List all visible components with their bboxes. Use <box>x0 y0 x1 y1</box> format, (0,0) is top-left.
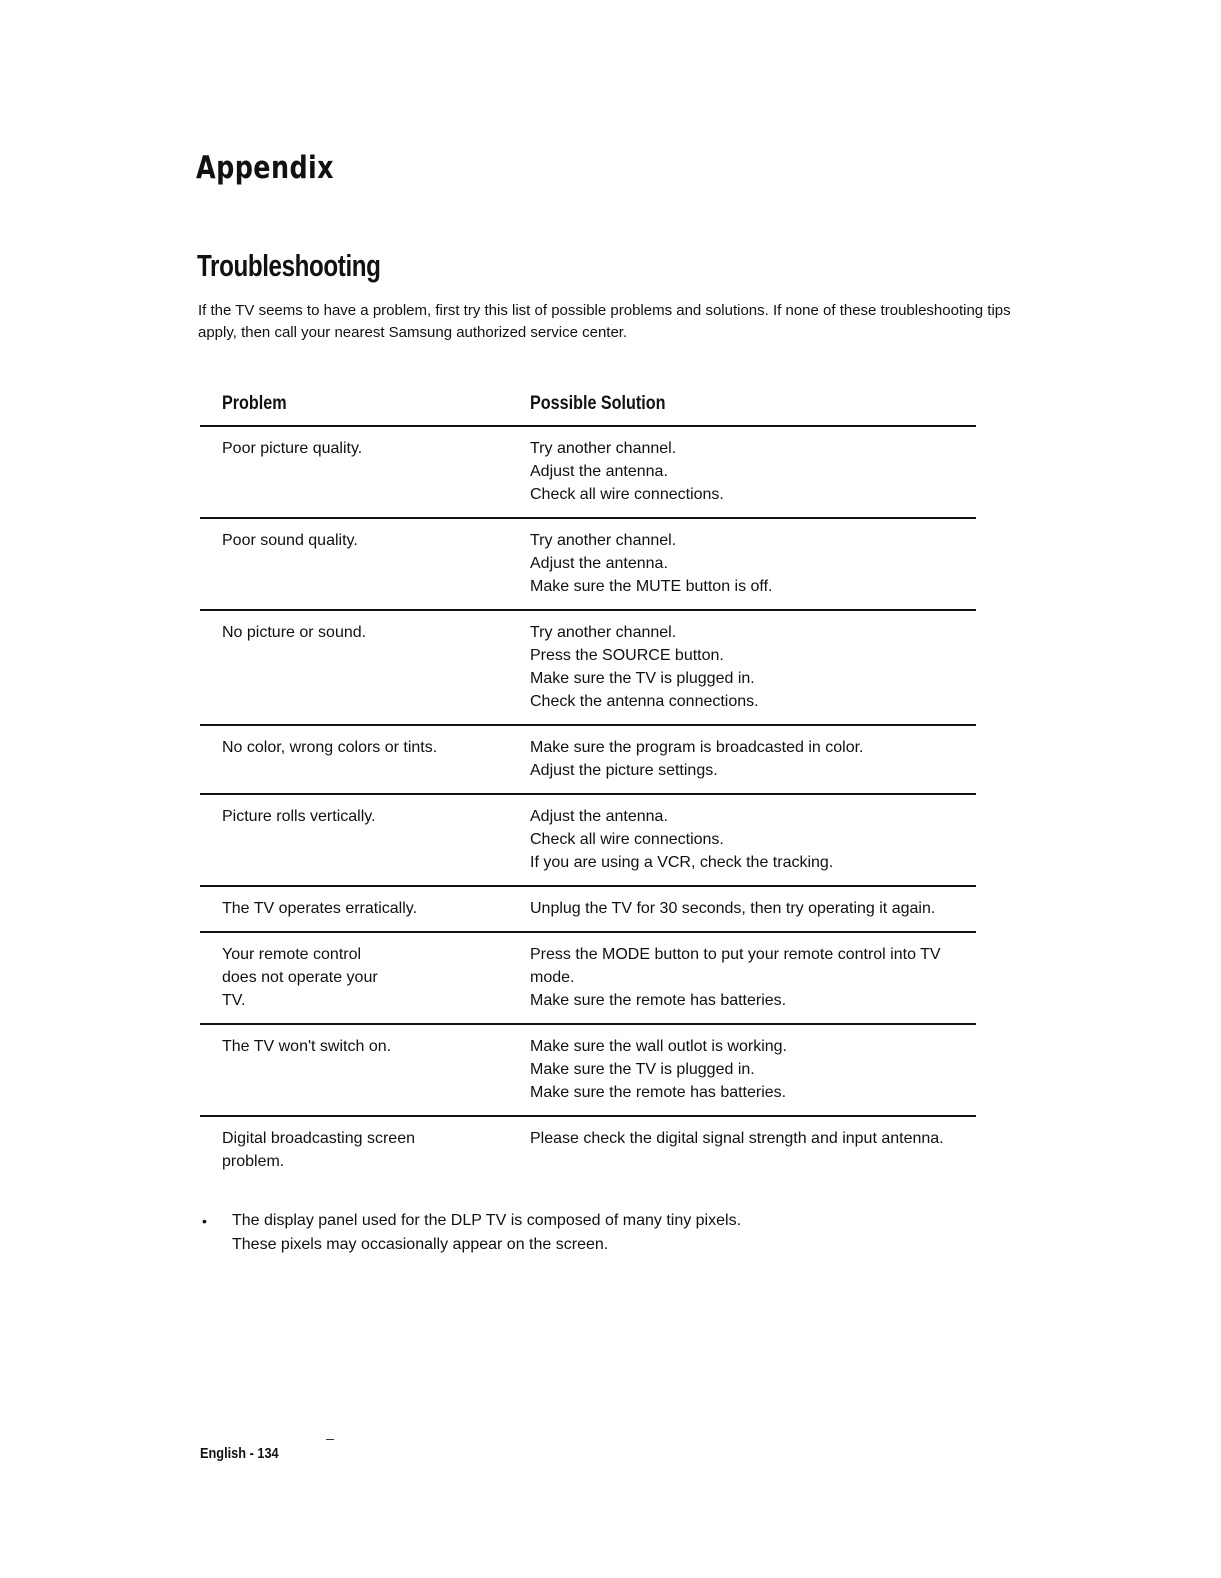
solution-line: Try another channel. <box>530 440 677 457</box>
problem-cell: Poor sound quality. <box>222 532 358 549</box>
solution-cell <box>530 1127 976 1173</box>
solution-line: Make sure the TV is plugged in. <box>530 670 755 687</box>
solution-line: Check the antenna connections. <box>530 693 759 710</box>
troubleshooting-table <box>200 393 976 1184</box>
solution-cell <box>530 621 976 713</box>
solution-line: Try another channel. <box>530 532 677 549</box>
solution-line: Adjust the antenna. <box>530 463 668 480</box>
section-title: Troubleshooting <box>197 248 381 283</box>
bullet-icon: • <box>202 1213 207 1229</box>
solution-cell <box>530 529 976 598</box>
footer-mark <box>326 1439 334 1440</box>
note <box>202 1209 962 1257</box>
problem-cell: No color, wrong colors or tints. <box>222 739 438 756</box>
table-row <box>200 1117 976 1184</box>
solution-cell <box>530 1035 976 1104</box>
table-row <box>200 887 976 933</box>
table-row <box>200 795 976 887</box>
problem-cell: The TV operates erratically. <box>222 900 418 917</box>
solution-line: Check all wire connections. <box>530 486 724 503</box>
solution-line: Make sure the TV is plugged in. <box>530 1061 755 1078</box>
table-row <box>200 611 976 726</box>
problem-cell: No picture or sound. <box>222 624 367 641</box>
solution-line: Make sure the MUTE button is off. <box>530 578 773 595</box>
solution-cell <box>530 897 976 920</box>
header-problem: Problem <box>222 393 287 414</box>
solution-cell <box>530 437 976 506</box>
header-solution: Possible Solution <box>530 393 666 414</box>
page-title: Appendix <box>196 150 334 186</box>
problem-cell: Picture rolls vertically. <box>222 808 376 825</box>
note-line-1: The display panel used for the DLP TV is composed of many tiny pixels. <box>232 1212 742 1229</box>
solution-line: Adjust the picture settings. <box>530 762 718 779</box>
table-header <box>200 393 976 427</box>
problem-cell: Digital broadcasting screen problem. <box>222 1130 415 1170</box>
problem-cell: Your remote control does not operate your TV. <box>222 946 378 1009</box>
solution-line: Make sure the remote has batteries. <box>530 992 787 1009</box>
table-body <box>200 427 976 1184</box>
solution-line: Make sure the wall outlot is working. <box>530 1038 787 1055</box>
solution-line: Adjust the antenna. <box>530 808 668 825</box>
solution-line: Make sure the remote has batteries. <box>530 1084 787 1101</box>
problem-cell: Poor picture quality. <box>222 440 363 457</box>
solution-line: Try another channel. <box>530 624 677 641</box>
note-text <box>232 1209 741 1257</box>
solution-cell <box>530 736 976 782</box>
solution-line: Check all wire connections. <box>530 831 724 848</box>
table-row <box>200 427 976 519</box>
solution-line: Press the MODE button to put your remote control into TV mode. <box>530 946 941 986</box>
page-number: English - 134 <box>200 1445 279 1462</box>
solution-line: Press the SOURCE button. <box>530 647 724 664</box>
table-row <box>200 933 976 1025</box>
solution-line: If you are using a VCR, check the tracking. <box>530 854 834 871</box>
note-line-2: These pixels may occasionally appear on the screen. <box>232 1236 609 1253</box>
solution-line: Unplug the TV for 30 seconds, then try operating it again. <box>530 900 936 917</box>
table-row <box>200 1025 976 1117</box>
intro-paragraph: If the TV seems to have a problem, first try this list of possible problems and solutions. If none of these troubleshooting tips apply, then call your nearest Samsung authorized service center. <box>198 302 1011 341</box>
solution-cell <box>530 943 976 1012</box>
table-row <box>200 519 976 611</box>
solution-line: Please check the digital signal strength and input antenna. <box>530 1130 944 1147</box>
problem-cell: The TV won't switch on. <box>222 1038 392 1055</box>
solution-line: Adjust the antenna. <box>530 555 668 572</box>
solution-cell <box>530 805 976 874</box>
table-row <box>200 726 976 795</box>
solution-line: Make sure the program is broadcasted in color. <box>530 739 864 756</box>
